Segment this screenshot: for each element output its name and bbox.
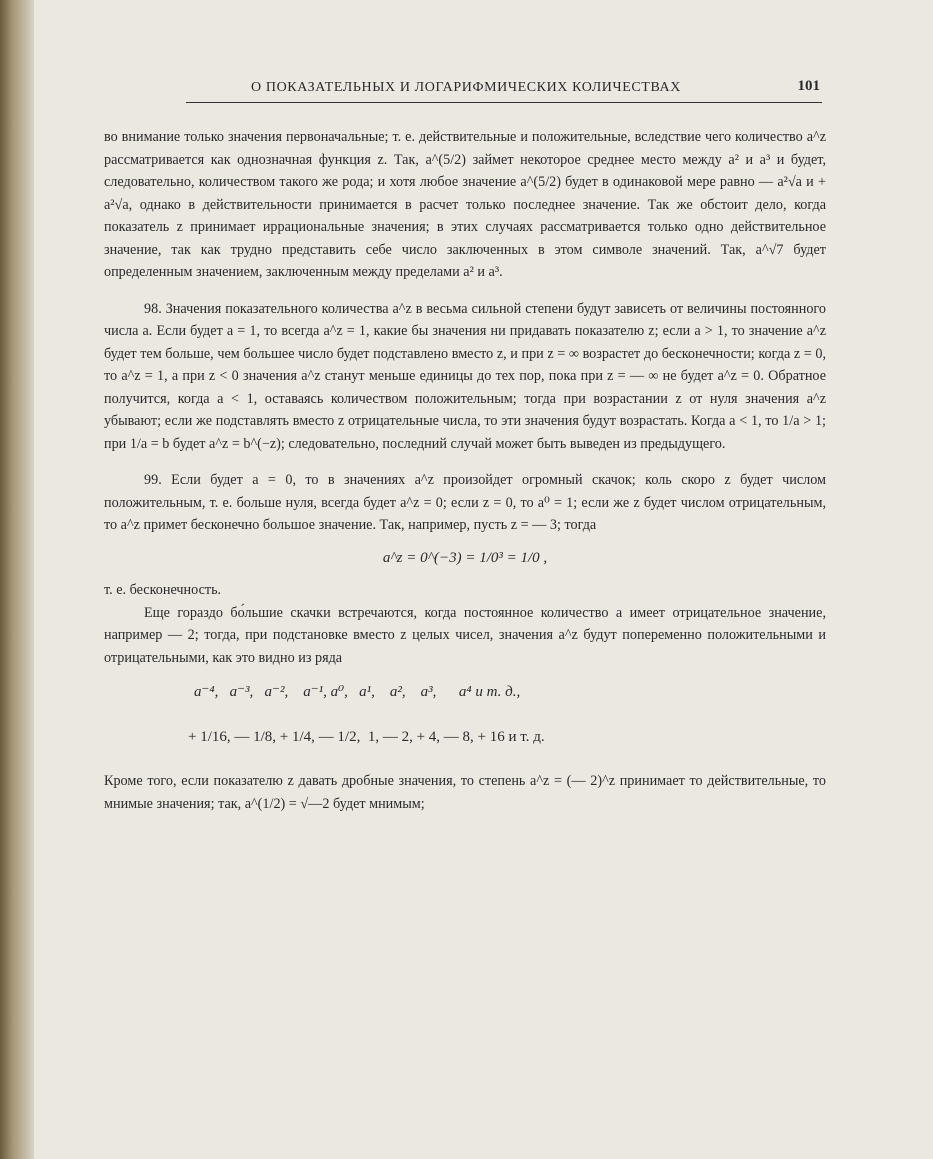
page-body xyxy=(104,126,826,815)
running-title: О ПОКАЗАТЕЛЬНЫХ И ЛОГАРИФМИЧЕСКИХ КОЛИЧЕСТВАХ xyxy=(251,80,681,95)
page-header xyxy=(186,80,822,103)
paragraph-98: 98. Значения показательного количества a^z в весьма сильной степени будут зависеть от величины постоянного числа a. Если будет a = 1, то всегда a^z = 1, какие бы значения ни придавать показателю z; если a > 1, то значение a^z будет тем больше, чем большее число будет подставлено вместо z, и при z = ∞ возрастет до бесконечности; когда z = 0, то a^z = 1, а при z < 0 значения a^z станут меньше единицы до тех пор, пока при z = — ∞ не будет a^z = 0. Обратное получится, когда a < 1, оставаясь количеством положительным; тогда при возрастании z от нуля значения a^z убывают; если же подставлять вместо z отрицательные числа, то эти значения будут возрастать. Когда a < 1, то 1/a > 1; при 1/a = b будет a^z = b^(−z); следовательно, последний случай может быть выведен из предыдущего. xyxy=(104,300,826,452)
paragraph-jumps: Еще гораздо бо́льшие скачки встречаются, когда постоянное количество a имеет отрицательное значение, например — 2; тогда, при подстановке вместо z целых чисел, значения a^z будут попеременно положительными и отрицательными, как это видно из ряда xyxy=(104,604,826,666)
series-powers: a⁻⁴, a⁻³, a⁻², a⁻¹, a⁰, a¹, a², a³, a⁴ и т. д., xyxy=(194,684,521,700)
paragraph-99: 99. Если будет a = 0, то в значениях a^z произойдет огромный скачок; коль скоро z будет числом положительным, т. е. больше нуля, всегда будет a^z = 0; если z = 0, то a⁰ = 1; если же z будет числом отрицательным, то a^z примет бесконечно большое значение. Так, например, пусть z = — 3; тогда xyxy=(104,472,826,533)
page-number: 101 xyxy=(797,78,820,94)
paragraph-fractional: Кроме того, если показателю z давать дробные значения, то степень a^z = (— 2)^z принимает то действительные, то мнимые значения; так, a^(1/2) = √—2 будет мнимым; xyxy=(104,773,826,812)
series-values: + 1/16, — 1/8, + 1/4, — 1/2, 1, — 2, + 4, — 8, + 16 и т. д. xyxy=(188,728,545,745)
formula-zero-power: a^z = 0^(−3) = 1/0³ = 1/0 , xyxy=(382,549,548,566)
formula-conclusion: т. е. бесконечность. xyxy=(104,582,222,598)
book-spine-shadow xyxy=(0,0,34,1159)
paragraph-continued: во внимание только значения первоначальные; т. е. действительные и положительные, вследствие чего количество a^z рассматривается как однозначная функция z. Так, a^(5/2) займет некоторое среднее место между a² и a³ и будет, следовательно, количеством такого же рода; и хотя любое значение a^(5/2) будет в одинаковой мере равно — a²√a и + a²√a, однако в действительности принимается в расчет только последнее значение. Так же обстоит дело, когда показатель z принимает иррациональные значения; в этих случаях рассматривается только одно действительное значение, так как трудно представить себе число заключенных в этом символе значений. Так, a^√7 будет определенным значением, заключенным между пределами a² и a³. xyxy=(104,129,826,280)
